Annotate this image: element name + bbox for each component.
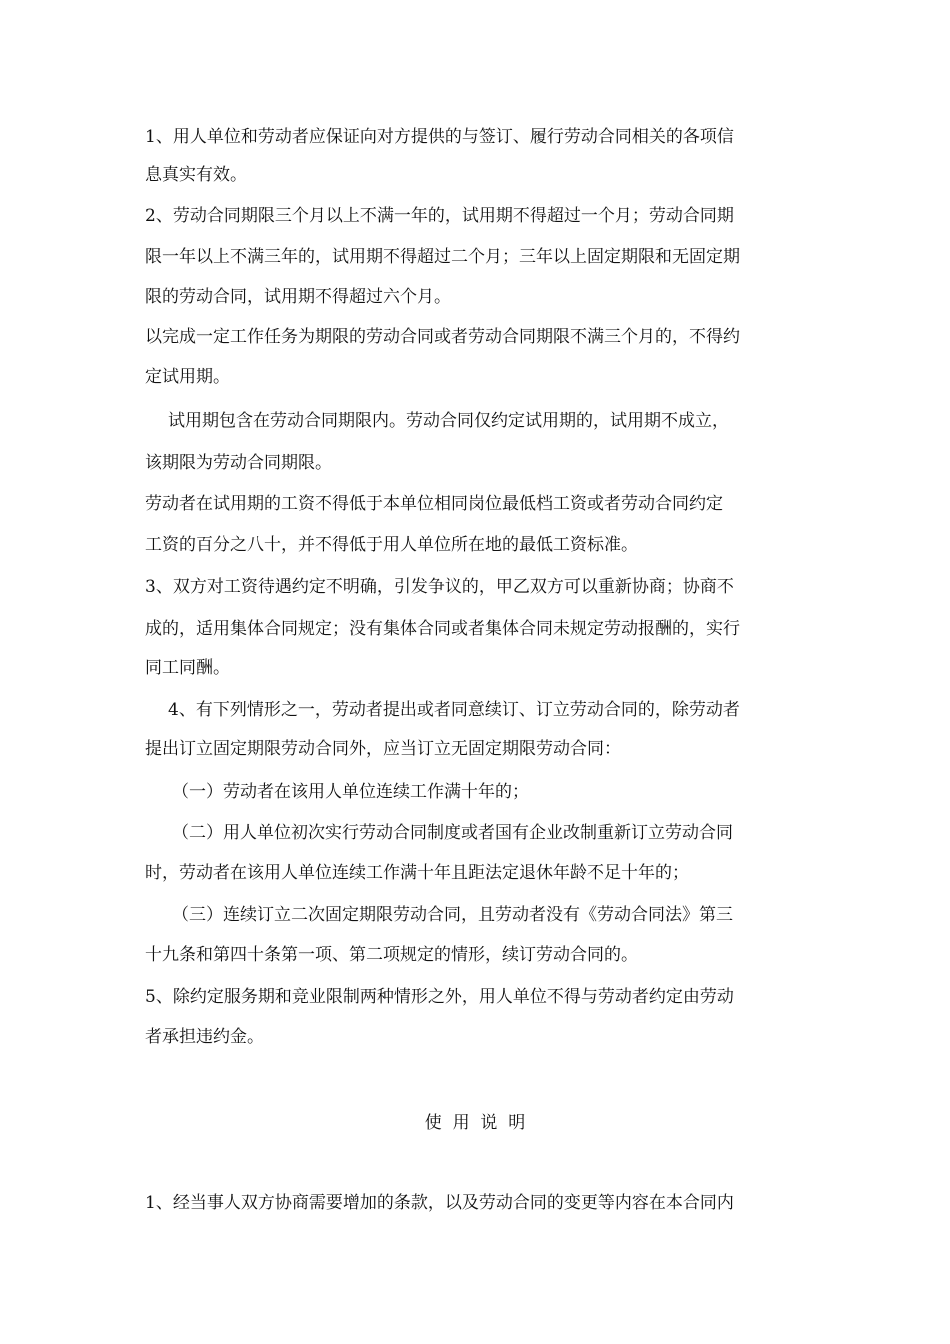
text-line: 限的劳动合同，试用期不得超过六个月。 — [145, 287, 451, 307]
text-line: 十九条和第四十条第一项、第二项规定的情形，续订劳动合同的。 — [145, 945, 638, 965]
text-line: （二）用人单位初次实行劳动合同制度或者国有企业改制重新订立劳动合同 — [172, 823, 733, 843]
text-line: 1、用人单位和劳动者应保证向对方提供的与签订、履行劳动合同相关的各项信 — [145, 127, 734, 147]
text-line: 工资的百分之八十，并不得低于用人单位所在地的最低工资标准。 — [145, 535, 638, 555]
text-line: 限一年以上不满三年的，试用期不得超过二个月；三年以上固定期限和无固定期 — [145, 247, 740, 267]
text-line: 4、有下列情形之一，劳动者提出或者同意续订、订立劳动合同的，除劳动者 — [168, 700, 740, 720]
text-line: 定试用期。 — [145, 367, 230, 387]
text-line: 时，劳动者在该用人单位连续工作满十年且距法定退休年龄不足十年的； — [145, 863, 689, 883]
text-line: 2、劳动合同期限三个月以上不满一年的，试用期不得超过一个月；劳动合同期 — [145, 206, 734, 226]
text-line: （三）连续订立二次固定期限劳动合同，且劳动者没有《劳动合同法》第三 — [172, 905, 733, 925]
section-title: 使 用 说 明 — [424, 1113, 526, 1133]
text-line: （一）劳动者在该用人单位连续工作满十年的； — [172, 782, 529, 802]
text-line: 1、经当事人双方协商需要增加的条款，以及劳动合同的变更等内容在本合同内 — [145, 1193, 734, 1213]
text-line: 试用期包含在劳动合同期限内。劳动合同仅约定试用期的，试用期不成立， — [168, 411, 729, 431]
text-line: 该期限为劳动合同期限。 — [145, 453, 332, 473]
text-line: 同工同酬。 — [145, 658, 230, 678]
text-line: 劳动者在试用期的工资不得低于本单位相同岗位最低档工资或者劳动合同约定 — [145, 494, 723, 514]
text-line: 3、双方对工资待遇约定不明确，引发争议的，甲乙双方可以重新协商；协商不 — [145, 577, 734, 597]
text-line: 5、除约定服务期和竞业限制两种情形之外，用人单位不得与劳动者约定由劳动 — [145, 987, 734, 1007]
text-line: 息真实有效。 — [145, 165, 247, 185]
text-line: 以完成一定工作任务为期限的劳动合同或者劳动合同期限不满三个月的，不得约 — [145, 327, 740, 347]
text-line: 提出订立固定期限劳动合同外，应当订立无固定期限劳动合同： — [145, 739, 621, 759]
text-line: 者承担违约金。 — [145, 1027, 264, 1047]
text-line: 成的，适用集体合同规定；没有集体合同或者集体合同未规定劳动报酬的，实行 — [145, 619, 740, 639]
